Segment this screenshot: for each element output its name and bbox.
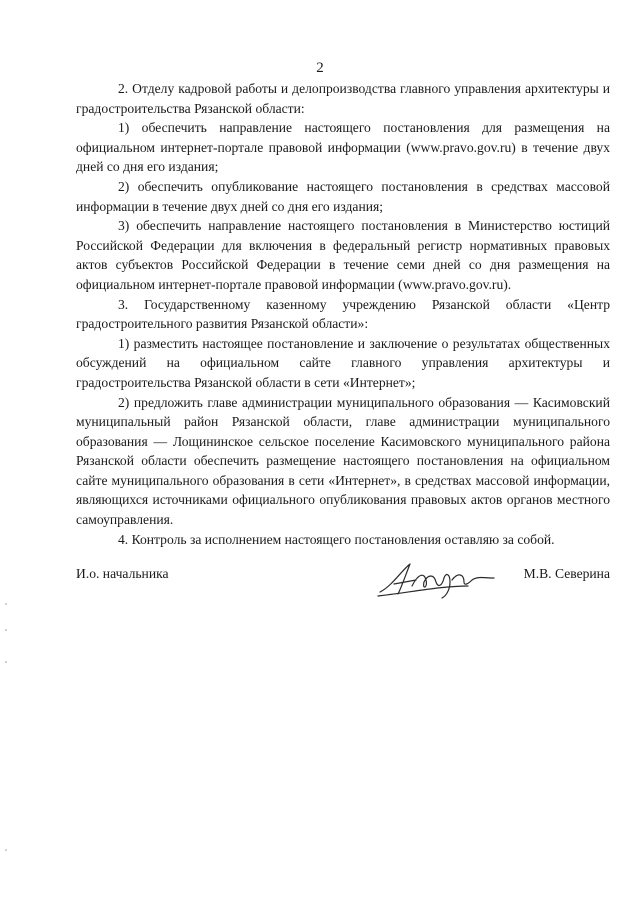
signatory-position: И.о. начальника (76, 566, 169, 581)
handwritten-signature (372, 556, 512, 600)
document-body (76, 79, 610, 549)
paragraph-2-item-3: 3) обеспечить направление настоящего постановления в Министерство юстиций Российской Федерации для включения в федеральный регистр нормативных правовых актов субъектов Российской Федерации в течение семи дней со дня размещения на официальном интернет-портале правовой информации (www.pravo.gov.ru). (76, 218, 610, 292)
scan-margin-dots (4, 600, 8, 860)
paragraph-4: 4. Контроль за исполнением настоящего постановления оставляю за собой. (118, 531, 555, 547)
paragraph-3-item-1: 1) разместить настоящее постановление и заключение о результатах общественных обсуждений на официальном сайте главного управления архитектуры и градостроительства Рязанской области в сети «Интернет»; (76, 335, 610, 390)
signatory-name: М.В. Северина (523, 566, 610, 581)
paragraph-2-heading: 2. Отделу кадровой работы и делопроизводства главного управления архитектуры и градостроительства Рязанской области: (76, 81, 610, 116)
paragraph-3-item-2: 2) предложить главе администрации муниципального образования — Касимовский муниципальный район Рязанской области, главе администрации муниципального образования — Лощининское сельское поселение Касимовского муниципального района Рязанской области обеспечить размещение настоящего постановления на официальном сайте муниципального образования в сети «Интернет», в средствах массовой информации, являющихся источниками официального опубликования правовых актов органов местного самоуправления. (76, 394, 610, 528)
signature-block (76, 560, 610, 600)
paragraph-3-heading: 3. Государственному казенному учреждению Рязанской области «Центр градостроительного развития Рязанской области»: (76, 296, 610, 332)
paragraph-2-item-2: 2) обеспечить опубликование настоящего постановления в средствах массовой информации в течение двух дней со дня его издания; (76, 178, 610, 214)
paragraph-2-item-1: 1) обеспечить направление настоящего постановления для размещения на официальном интернет-портале правовой информации (www.pravo.gov.ru) в течение двух дней со дня его издания; (76, 120, 610, 175)
page-number: 2 (316, 60, 324, 76)
